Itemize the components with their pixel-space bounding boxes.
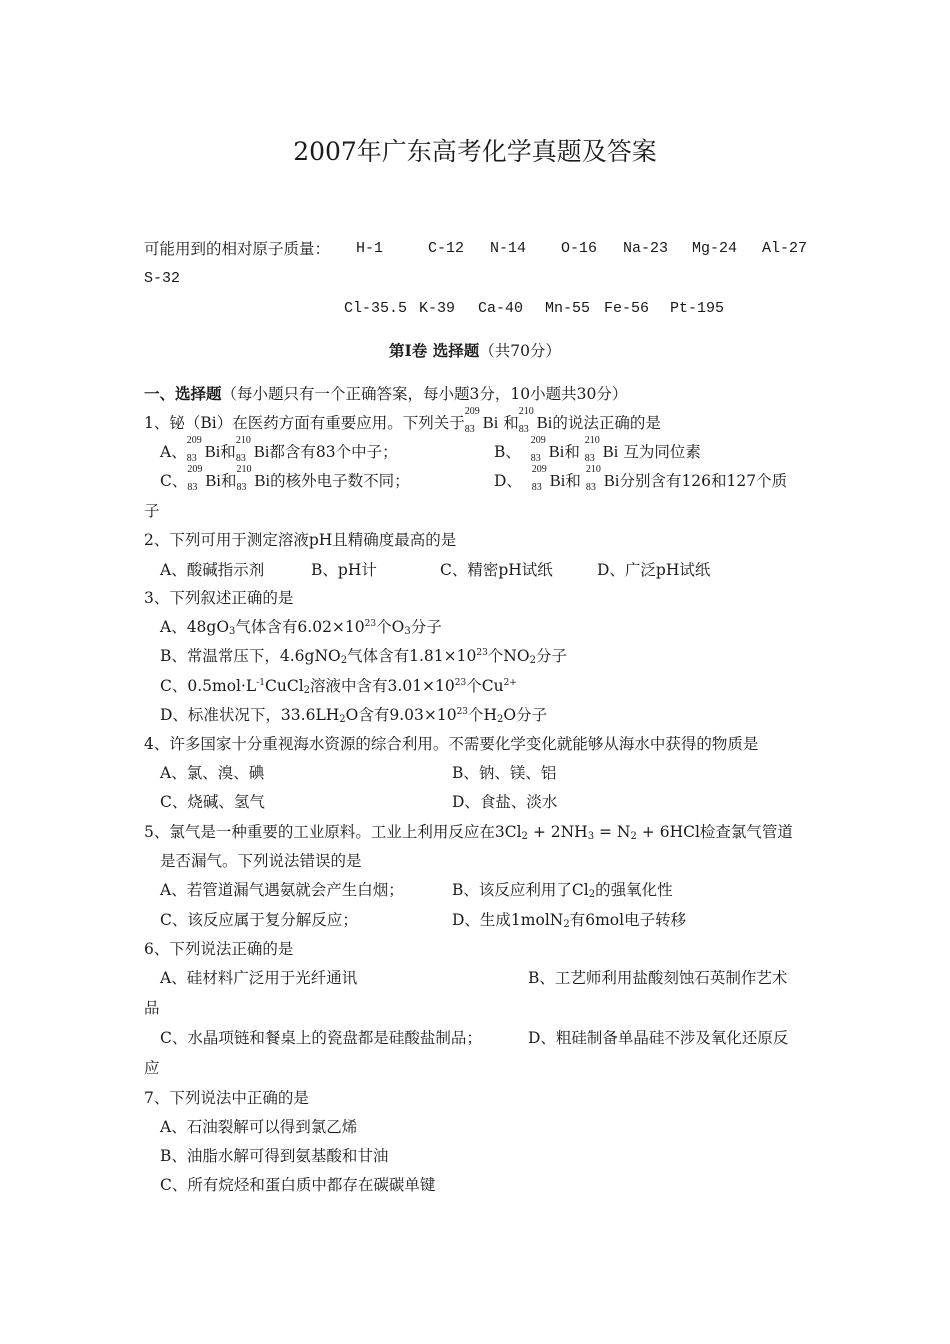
mass-ca: Ca-40	[478, 300, 524, 317]
q5-option-d: D、生成1molN$_2$有6mol电子转移	[452, 911, 687, 930]
mass-s: S-32	[144, 270, 181, 287]
q2-option-a: A、酸碱指示剂	[160, 561, 265, 579]
question-7-stem: 7、下列说法中正确的是	[144, 1089, 309, 1107]
mass-fe: Fe-56	[604, 300, 650, 317]
q1-option-c: C、 209 83 Bi和 210 83 Bi的核外电子数不同；	[160, 464, 410, 493]
section-heading-bold: 第Ⅰ卷 选择题	[389, 341, 480, 360]
q4-option-b: B、钠、镁、铝	[452, 764, 557, 782]
q6-option-c: C、水晶项链和餐桌上的瓷盘都是硅酸盐制品；	[160, 1029, 482, 1047]
part-heading-note: （每小题只有一个正确答案，每小题3分，10小题共30分）	[221, 385, 628, 403]
q4-option-d: D、食盐、淡水	[452, 793, 558, 811]
nuclide-bi209: 209 83 Bi	[187, 464, 221, 493]
q4-option-a: A、氯、溴、碘	[160, 764, 265, 782]
q2-option-b: B、pH计	[311, 561, 377, 579]
mass-cl: Cl-35.5	[344, 300, 408, 317]
nuclide-bi209: 209 83 Bi	[464, 406, 499, 435]
nuclide-bi209: 209 83 Bi	[531, 464, 566, 493]
q1-option-a: A、 209 83 Bi和 210 83 Bi都含有83个中子；	[160, 435, 398, 464]
nuclide-bi210: 210 83 Bi	[585, 464, 620, 493]
mass-c: C-12	[428, 240, 465, 257]
question-4-stem: 4、许多国家十分重视海水资源的综合利用。不需要化学变化就能够从海水中获得的物质是	[144, 735, 759, 753]
q3-option-d: D、标准状况下，$33.6LH_2O$含有$9.03\times 10^{23}$个$H_2O$分子	[160, 706, 548, 725]
q1-option-d: D、 209 83 Bi和 210 83 Bi分别含有126和127个质	[494, 464, 788, 493]
question-5-stem: 5、氯气是一种重要的工业原料。工业上利用反应在$3Cl_2 + 2NH_3 = N_2 + 6HCl$检查氯气管道	[144, 823, 793, 842]
q7-option-c: C、所有烷烃和蛋白质中都存在碳碳单键	[160, 1176, 436, 1194]
q6-option-b-wrap: 品	[144, 999, 160, 1017]
mass-al: Al-27	[762, 240, 808, 257]
mass-h: H-1	[356, 240, 384, 257]
nuclide-bi210: 210 83 Bi	[235, 435, 270, 464]
mass-n: N-14	[490, 240, 527, 257]
q6-option-b: B、工艺师利用盐酸刻蚀石英制作艺术	[528, 969, 788, 987]
q2-option-c: C、精密pH试纸	[440, 561, 553, 579]
part-heading-bold: 一、选择题	[144, 384, 222, 403]
question-5-stem-wrap: 是否漏气。下列说法错误的是	[160, 852, 362, 870]
nuclide-bi210: 210 83 Bi	[584, 435, 619, 464]
nuclide-bi209: 209 83 Bi	[186, 435, 221, 464]
q1-option-d-wrap: 子	[144, 502, 160, 520]
atomic-mass-line-1	[144, 239, 330, 261]
question-3-stem: 3、下列叙述正确的是	[144, 589, 294, 607]
mass-mn: Mn-55	[545, 300, 591, 317]
question-1-stem: 1、铋（Bi）在医药方面有重要应用。下列关于 209 83 Bi 和 210 83 Bi的说法正确的是	[144, 406, 661, 435]
part-heading	[144, 384, 627, 404]
q1-stem-text: 1、铋（Bi）在医药方面有重要应用。下列关于	[144, 414, 465, 432]
mass-k: K-39	[419, 300, 456, 317]
page-title: 2007年广东高考化学真题及答案	[293, 137, 657, 166]
q4-option-c: C、烧碱、氢气	[160, 793, 265, 811]
nuclide-bi210: 210 83 Bi	[236, 464, 271, 493]
q2-option-d: D、广泛pH试纸	[597, 561, 711, 579]
mass-pt: Pt-195	[670, 300, 725, 317]
mass-o: O-16	[561, 240, 598, 257]
question-2-stem: 2、下列可用于测定溶液pH且精确度最高的是	[144, 531, 457, 549]
q7-option-b: B、油脂水解可得到氨基酸和甘油	[160, 1147, 389, 1165]
section-heading	[0, 341, 950, 361]
q6-option-d-wrap: 应	[144, 1059, 160, 1077]
q1-option-b: B、 209 83 Bi和 210 83 Bi 互为同位素	[494, 435, 701, 464]
mass-mg: Mg-24	[692, 240, 738, 257]
q7-option-a: A、石油裂解可以得到氯乙烯	[160, 1118, 358, 1136]
q6-option-a: A、硅材料广泛用于光纤通讯	[160, 969, 358, 987]
mass-na: Na-23	[623, 240, 669, 257]
q5-option-a: A、若管道漏气遇氨就会产生白烟；	[160, 881, 404, 899]
q6-option-d: D、粗硅制备单晶硅不涉及氧化还原反	[528, 1029, 789, 1047]
section-heading-note: （共70分）	[479, 342, 561, 360]
atomic-mass-label: 可能用到的相对原子质量：	[144, 240, 331, 258]
nuclide-bi209: 209 83 Bi	[530, 435, 565, 464]
q5-option-b: B、该反应利用了$Cl_2$的强氧化性	[452, 881, 673, 900]
q3-option-c: C、$0.5mol\cdot L^{-1}CuCl_2$溶液中含有$3.01\times 10^{23}$个$Cu^{2+}$	[160, 677, 517, 696]
nuclide-bi210: 210 83 Bi	[518, 406, 553, 435]
q3-option-a: A、$48gO_3$气体含有$6.02\times 10^{23}$个$O_3$分子	[160, 618, 442, 637]
q3-option-b: B、常温常压下，4.6gNO$_2$气体含有$1.81\times 10^{23}$个$NO_2$分子	[160, 647, 567, 666]
q5-option-c: C、该反应属于复分解反应；	[160, 911, 358, 929]
question-6-stem: 6、下列说法正确的是	[144, 940, 294, 958]
